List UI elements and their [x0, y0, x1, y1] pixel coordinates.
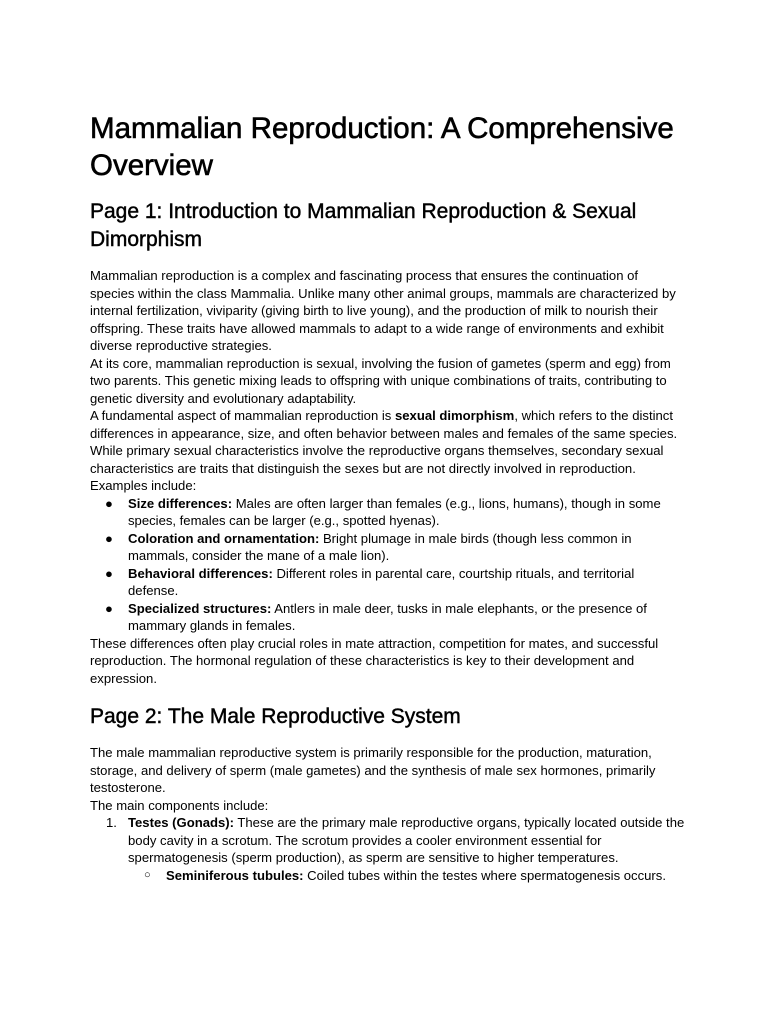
list-item [90, 530, 686, 565]
document-title: Mammalian Reproduction: A Comprehensive Overview [90, 112, 674, 182]
list-number: 1. [106, 815, 117, 830]
numbered-list [90, 814, 686, 884]
list-item [90, 600, 686, 635]
section-heading-page1: Page 1: Introduction to Mammalian Reproduction & Sexual Dimorphism [90, 200, 637, 251]
section-heading-page2: Page 2: The Male Reproductive System [90, 705, 461, 728]
list-item-term: Testes (Gonads): [128, 815, 234, 830]
section-body-page1 [90, 267, 686, 687]
paragraph-text: A fundamental aspect of mammalian reproduction is [90, 408, 395, 423]
paragraph [90, 407, 686, 495]
paragraph-text: , which refers to the distinct differences in appearance, size, and often behavior between males and females of the same species. While primary sexual characteristics involve the reproductive organs themselves, secondary sexual characteristics are traits that distinguish the sexes but are not directly involved in reproduction. Examples include: [90, 408, 678, 493]
paragraph: The main components include: [90, 797, 269, 813]
list-item-text: Different roles in parental care, courtship rituals, and territorial defense. [128, 565, 635, 598]
paragraph: Mammalian reproduction is a complex and fascinating process that ensures the continuation of species within the class Mammalia. Unlike many other animal groups, mammals are characterized by internal fertilization, viviparity (giving birth to live young), and the production of milk to nourish their offspring. These traits have allowed mammals to adapt to a wide range of environments and exhibit diverse reproductive strategies. [90, 268, 676, 353]
paragraph: These differences often play crucial roles in mate attraction, competition for mates, and successful reproduction. The hormonal regulation of these characteristics is key to their development and expression. [90, 635, 659, 686]
sub-list [128, 867, 686, 885]
hollow-bullet-icon: ○ [144, 868, 151, 881]
list-item-text: Coiled tubes within the testes where spermatogenesis occurs. [303, 867, 666, 883]
list-item [90, 565, 686, 600]
bullet-icon: ● [105, 530, 113, 546]
sub-list-item [128, 867, 686, 885]
bullet-icon: ● [105, 600, 113, 616]
list-item-text: Antlers in male deer, tusks in male elephants, or the presence of mammary glands in females. [128, 600, 647, 633]
list-item-text: Bright plumage in male birds (though less common in mammals, consider the mane of a male lion). [128, 530, 632, 563]
list-item [90, 495, 686, 530]
bold-term: sexual dimorphism [394, 408, 515, 423]
bullet-list [90, 495, 686, 635]
paragraph: The male mammalian reproductive system is primarily responsible for the production, maturation, storage, and delivery of sperm (male gametes) and the synthesis of male sex hormones, primarily testosterone. [90, 745, 656, 795]
list-item-term: Specialized structures: [128, 600, 272, 616]
list-item-term: Seminiferous tubules: [166, 867, 304, 883]
list-item-term: Size differences: [128, 495, 233, 511]
section-body-page2 [90, 744, 686, 884]
list-item [90, 814, 686, 884]
list-item-text: Males are often larger than females (e.g., lions, humans), though in some species, females can be larger (e.g., spotted hyenas). [128, 495, 661, 528]
paragraph: At its core, mammalian reproduction is sexual, involving the fusion of gametes (sperm and egg) from two parents. This genetic mixing leads to offspring with unique combinations of traits, contributing to genetic diversity and evolutionary adaptability. [90, 355, 671, 406]
bullet-icon: ● [105, 565, 113, 581]
bullet-icon: ● [105, 495, 113, 511]
list-item-term: Behavioral differences: [128, 565, 273, 581]
list-item-term: Coloration and ornamentation: [128, 530, 320, 546]
list-item-text: These are the primary male reproductive organs, typically located outside the body cavity in a scrotum. The scrotum provides a cooler environment essential for spermatogenesis (sperm production), as sperm are sensitive to higher temperatures. [128, 815, 685, 865]
